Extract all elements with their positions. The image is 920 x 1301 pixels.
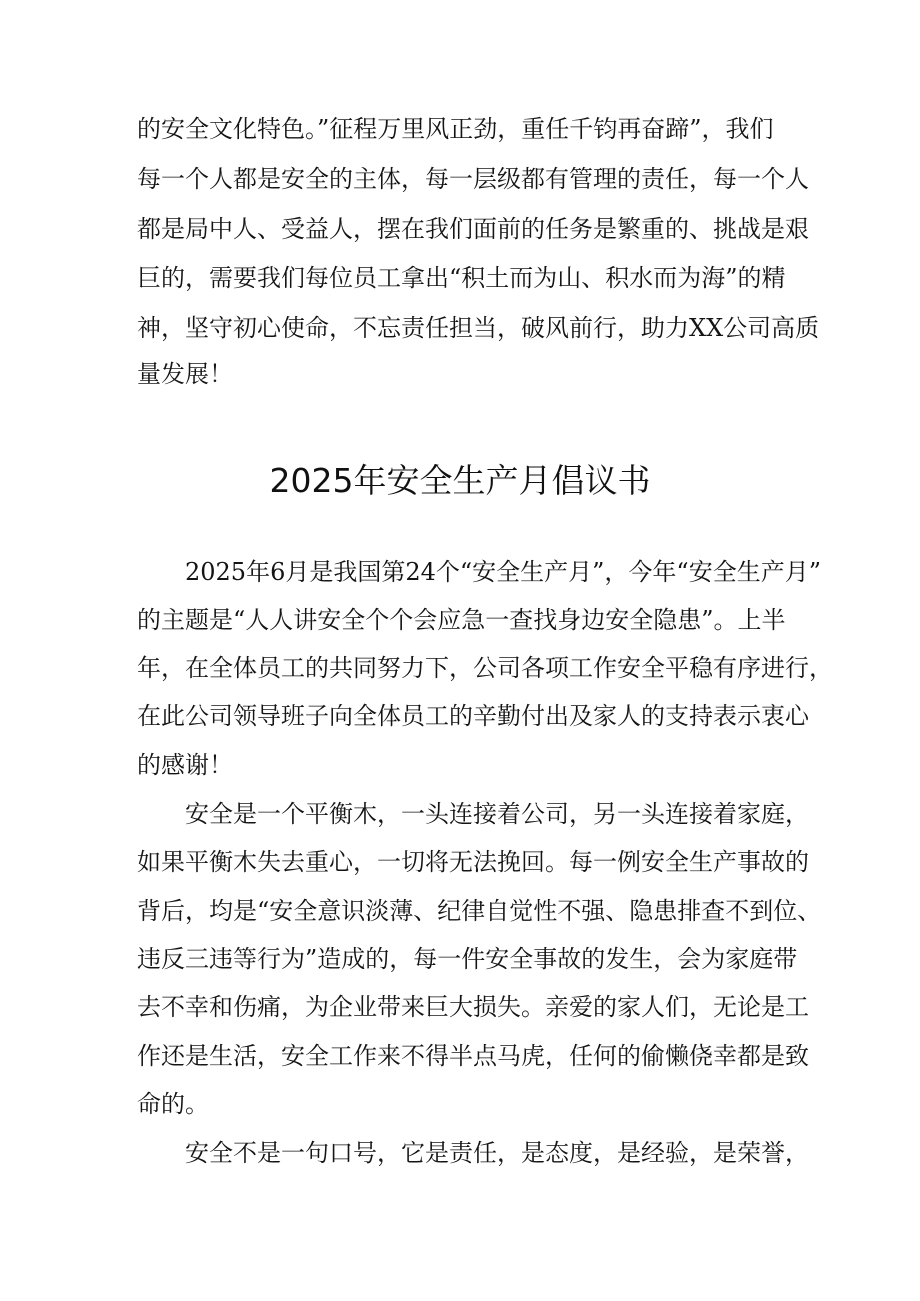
text-line: 的安全文化特色。”征程万里风正劲，重任千钧再奋蹄”，我们 [137, 115, 774, 143]
text-line: 量发展！ [137, 360, 233, 388]
paragraph-2-line: 违反三违等行为”造成的，每一件安全事故的发生，会为家庭带 [137, 945, 798, 973]
text-line: 都是局中人、受益人，摆在我们面前的任务是繁重的、挑战是艰 [137, 215, 809, 243]
text-line: 巨的，需要我们每位员工拿出“积土而为山、积水而为海”的精 [137, 264, 786, 292]
paragraph-1-line: 的感谢！ [137, 751, 233, 779]
text-line: 神，坚守初心使命，不忘责任担当，破风前行，助力XX公司高质 [137, 314, 820, 342]
text-line: 每一个人都是安全的主体，每一层级都有管理的责任，每一个人 [137, 165, 809, 193]
document-title: 2025年安全生产月倡议书 [269, 461, 651, 500]
paragraph-1-line: 的主题是“人人讲安全个个会应急一查找身边安全隐患”。上半 [137, 606, 786, 634]
paragraph-2-line: 作还是生活，安全工作来不得半点马虎，任何的偷懒侥幸都是致 [137, 1042, 809, 1070]
paragraph-2-line: 命的。 [137, 1090, 209, 1118]
paragraph-3-line: 安全不是一句口号，它是责任，是态度，是经验，是荣誉， [185, 1139, 809, 1167]
paragraph-1-line: 在此公司领导班子向全体员工的辛勤付出及家人的支持表示衷心 [137, 702, 809, 730]
paragraph-2-line: 去不幸和伤痛，为企业带来巨大损失。亲爱的家人们，无论是工 [137, 993, 809, 1021]
paragraph-2-line: 安全是一个平衡木，一头连接着公司，另一头连接着家庭， [185, 800, 809, 828]
paragraph-2-line: 如果平衡木失去重心，一切将无法挽回。每一例安全生产事故的 [137, 848, 809, 876]
paragraph-1-line: 年，在全体员工的共同努力下，公司各项工作安全平稳有序进行， [137, 654, 833, 682]
paragraph-1-line: 2025年6月是我国第24个“安全生产月”，今年“安全生产月” [185, 558, 821, 586]
paragraph-2-line: 背后，均是“安全意识淡薄、纪律自觉性不强、隐患排查不到位、 [137, 897, 822, 925]
